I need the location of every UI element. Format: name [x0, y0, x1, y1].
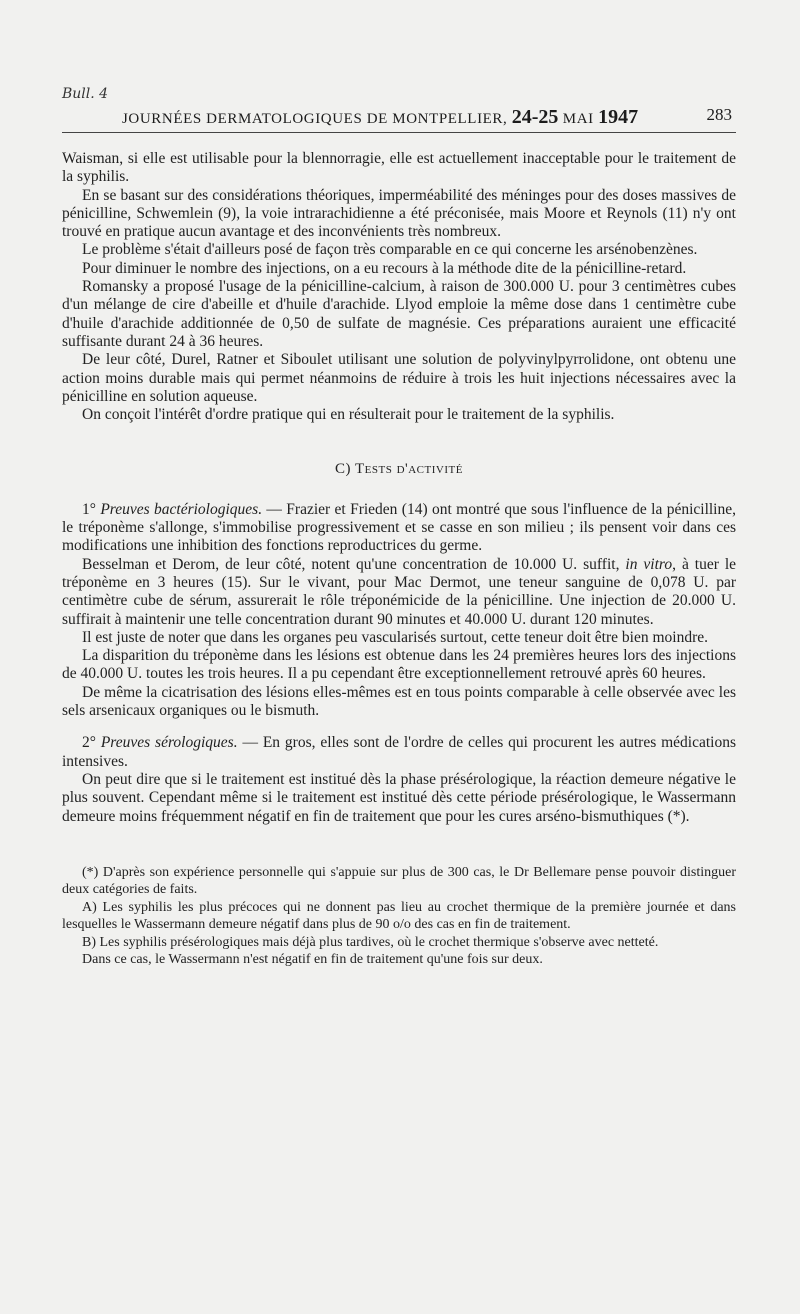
volume-reference: Bull. 4 [62, 86, 109, 102]
paragraph-text: , à tuer le tréponème en 3 heures (15). Sur le vivant, pour Mac Dermot, une teneur sanguine de 0,078 U. par centimètre cube de sérum, assurerait le rôle tréponémicide de la pénicilline. Une injection de 20.000 U. suffirait à maintenir une telle concentration durant 90 minutes et 40.000 U. durant 120 minutes. [62, 555, 737, 628]
italic-term: in vitro [625, 555, 673, 573]
subsection-number: 1° [82, 500, 96, 518]
paragraph: On conçoit l'intérêt d'ordre pratique qui en résulterait pour le traitement de la syphilis. [82, 406, 615, 424]
subsection-paragraph [62, 734, 736, 771]
section-heading: C) Tests d'activité [335, 461, 463, 478]
paragraph: En se basant sur des considérations théoriques, imperméabilité des méninges pour des doses massives de pénicilline, Schwemlein (9), la voie intrarachidienne a été préconisée, mais Moore et Reynols (11) n'y ont trouvé en pratique aucun avantage et des inconvénients très nombreux. [62, 186, 736, 241]
paragraph: Le problème s'était d'ailleurs posé de façon très comparable en ce qui concerne les arsénobenzènes. [82, 241, 698, 259]
paragraph: La disparition du tréponème dans les lésions est obtenue dans les 24 premières heures lors des injections de 40.000 U. toutes les trois heures. Il a pu cependant être exceptionnellement retrouvé après 60 heures. [62, 647, 736, 683]
running-title-year: 1947 [598, 106, 639, 128]
running-title-month: MAI [562, 111, 594, 127]
paragraph [62, 556, 736, 629]
subsection-number: 2° [82, 734, 96, 752]
subsection-text: — En gros, elles sont de l'ordre de celles qui procurent les autres médications intensives. [62, 734, 736, 770]
running-title-dates: 24-25 [511, 106, 559, 128]
paragraph: De leur côté, Durel, Ratner et Siboulet utilisant une solution de polyvinylpyrrolidone, ont obtenu une action moins durable mais qui permet néanmoins de réduire à trois les huit injections nécessaires avec la pénicilline en solution aqueuse. [62, 351, 736, 405]
paragraph: Il est juste de noter que dans les organes peu vascularisés surtout, cette teneur doit être bien moindre. [82, 628, 708, 646]
paragraph: Romansky a proposé l'usage de la pénicilline-calcium, à raison de 300.000 U. pour 3 centimètres cubes d'un mélange de cire d'abeille et d'huile d'arachide. Llyod emploie la même dose dans 1 centimètre cube d'huile d'arachide additionnée de 0,50 de sulfate de magnésie. Ces préparations auraient une efficacité suffisante durant 24 à 36 heures. [62, 278, 736, 350]
paragraph: On peut dire que si le traitement est institué dès la phase présérologique, la réaction demeure négative le plus souvent. Cependant même si le traitement est institué dès cette période présérologique, le Wassermann demeure moins fréquemment négatif en fin de traitement que pour les cures arséno-bismuthiques (*). [62, 770, 736, 825]
running-title [122, 106, 638, 129]
footnote-paragraph: Dans ce cas, le Wassermann n'est négatif en fin de traitement qu'une fois sur deux. [82, 952, 543, 968]
spacer [62, 720, 736, 734]
paragraph-text: Besselman et Derom, de leur côté, notent qu'une concentration de 10.000 U. suffit, [82, 555, 626, 573]
paragraph: De même la cicatrisation des lésions elles-mêmes est en tous points comparable à celle observée avec les sels arsenicaux organiques ou le bismuth. [62, 683, 736, 720]
footnote [62, 864, 736, 969]
footnote-paragraph: B) Les syphilis présérologiques mais déjà plus tardives, où le crochet thermique s'observe avec netteté. [82, 934, 659, 950]
paragraph: Waisman, si elle est utilisable pour la blennorragie, elle est actuellement inacceptable pour le traitement de la syphilis. [62, 150, 736, 186]
paragraph: Pour diminuer le nombre des injections, on a eu recours à la méthode dite de la pénicilline-retard. [82, 259, 687, 277]
running-header [62, 100, 736, 133]
subsection-paragraph [62, 501, 736, 556]
page-number: 283 [706, 105, 732, 124]
footnote-paragraph: (*) D'après son expérience personnelle qui s'appuie sur plus de 300 cas, le Dr Bellemare pense pouvoir distinguer deux catégories de faits. [62, 864, 736, 898]
subsection-heading: Preuves bactériologiques. [100, 500, 263, 518]
subsection-heading: Preuves sérologiques. [100, 734, 238, 752]
footnote-paragraph: A) Les syphilis les plus précoces qui ne donnent pas lieu au crochet thermique de la première journée et dans lesquelles le Wassermann demeure négatif dans plus de 90 o/o des cas en fin de traitement. [62, 899, 736, 933]
running-title-prefix: JOURNÉES DERMATOLOGIQUES DE MONTPELLIER, [122, 111, 508, 127]
subsection-text: — Frazier et Frieden (14) ont montré que sous l'influence de la pénicilline, le tréponème s'allonge, s'immobilise progressivement et se casse en son milieu ; ils pensent voir dans ces modifications une inhibition des fonctions reproductrices du germe. [62, 500, 736, 555]
article-body [62, 150, 736, 969]
